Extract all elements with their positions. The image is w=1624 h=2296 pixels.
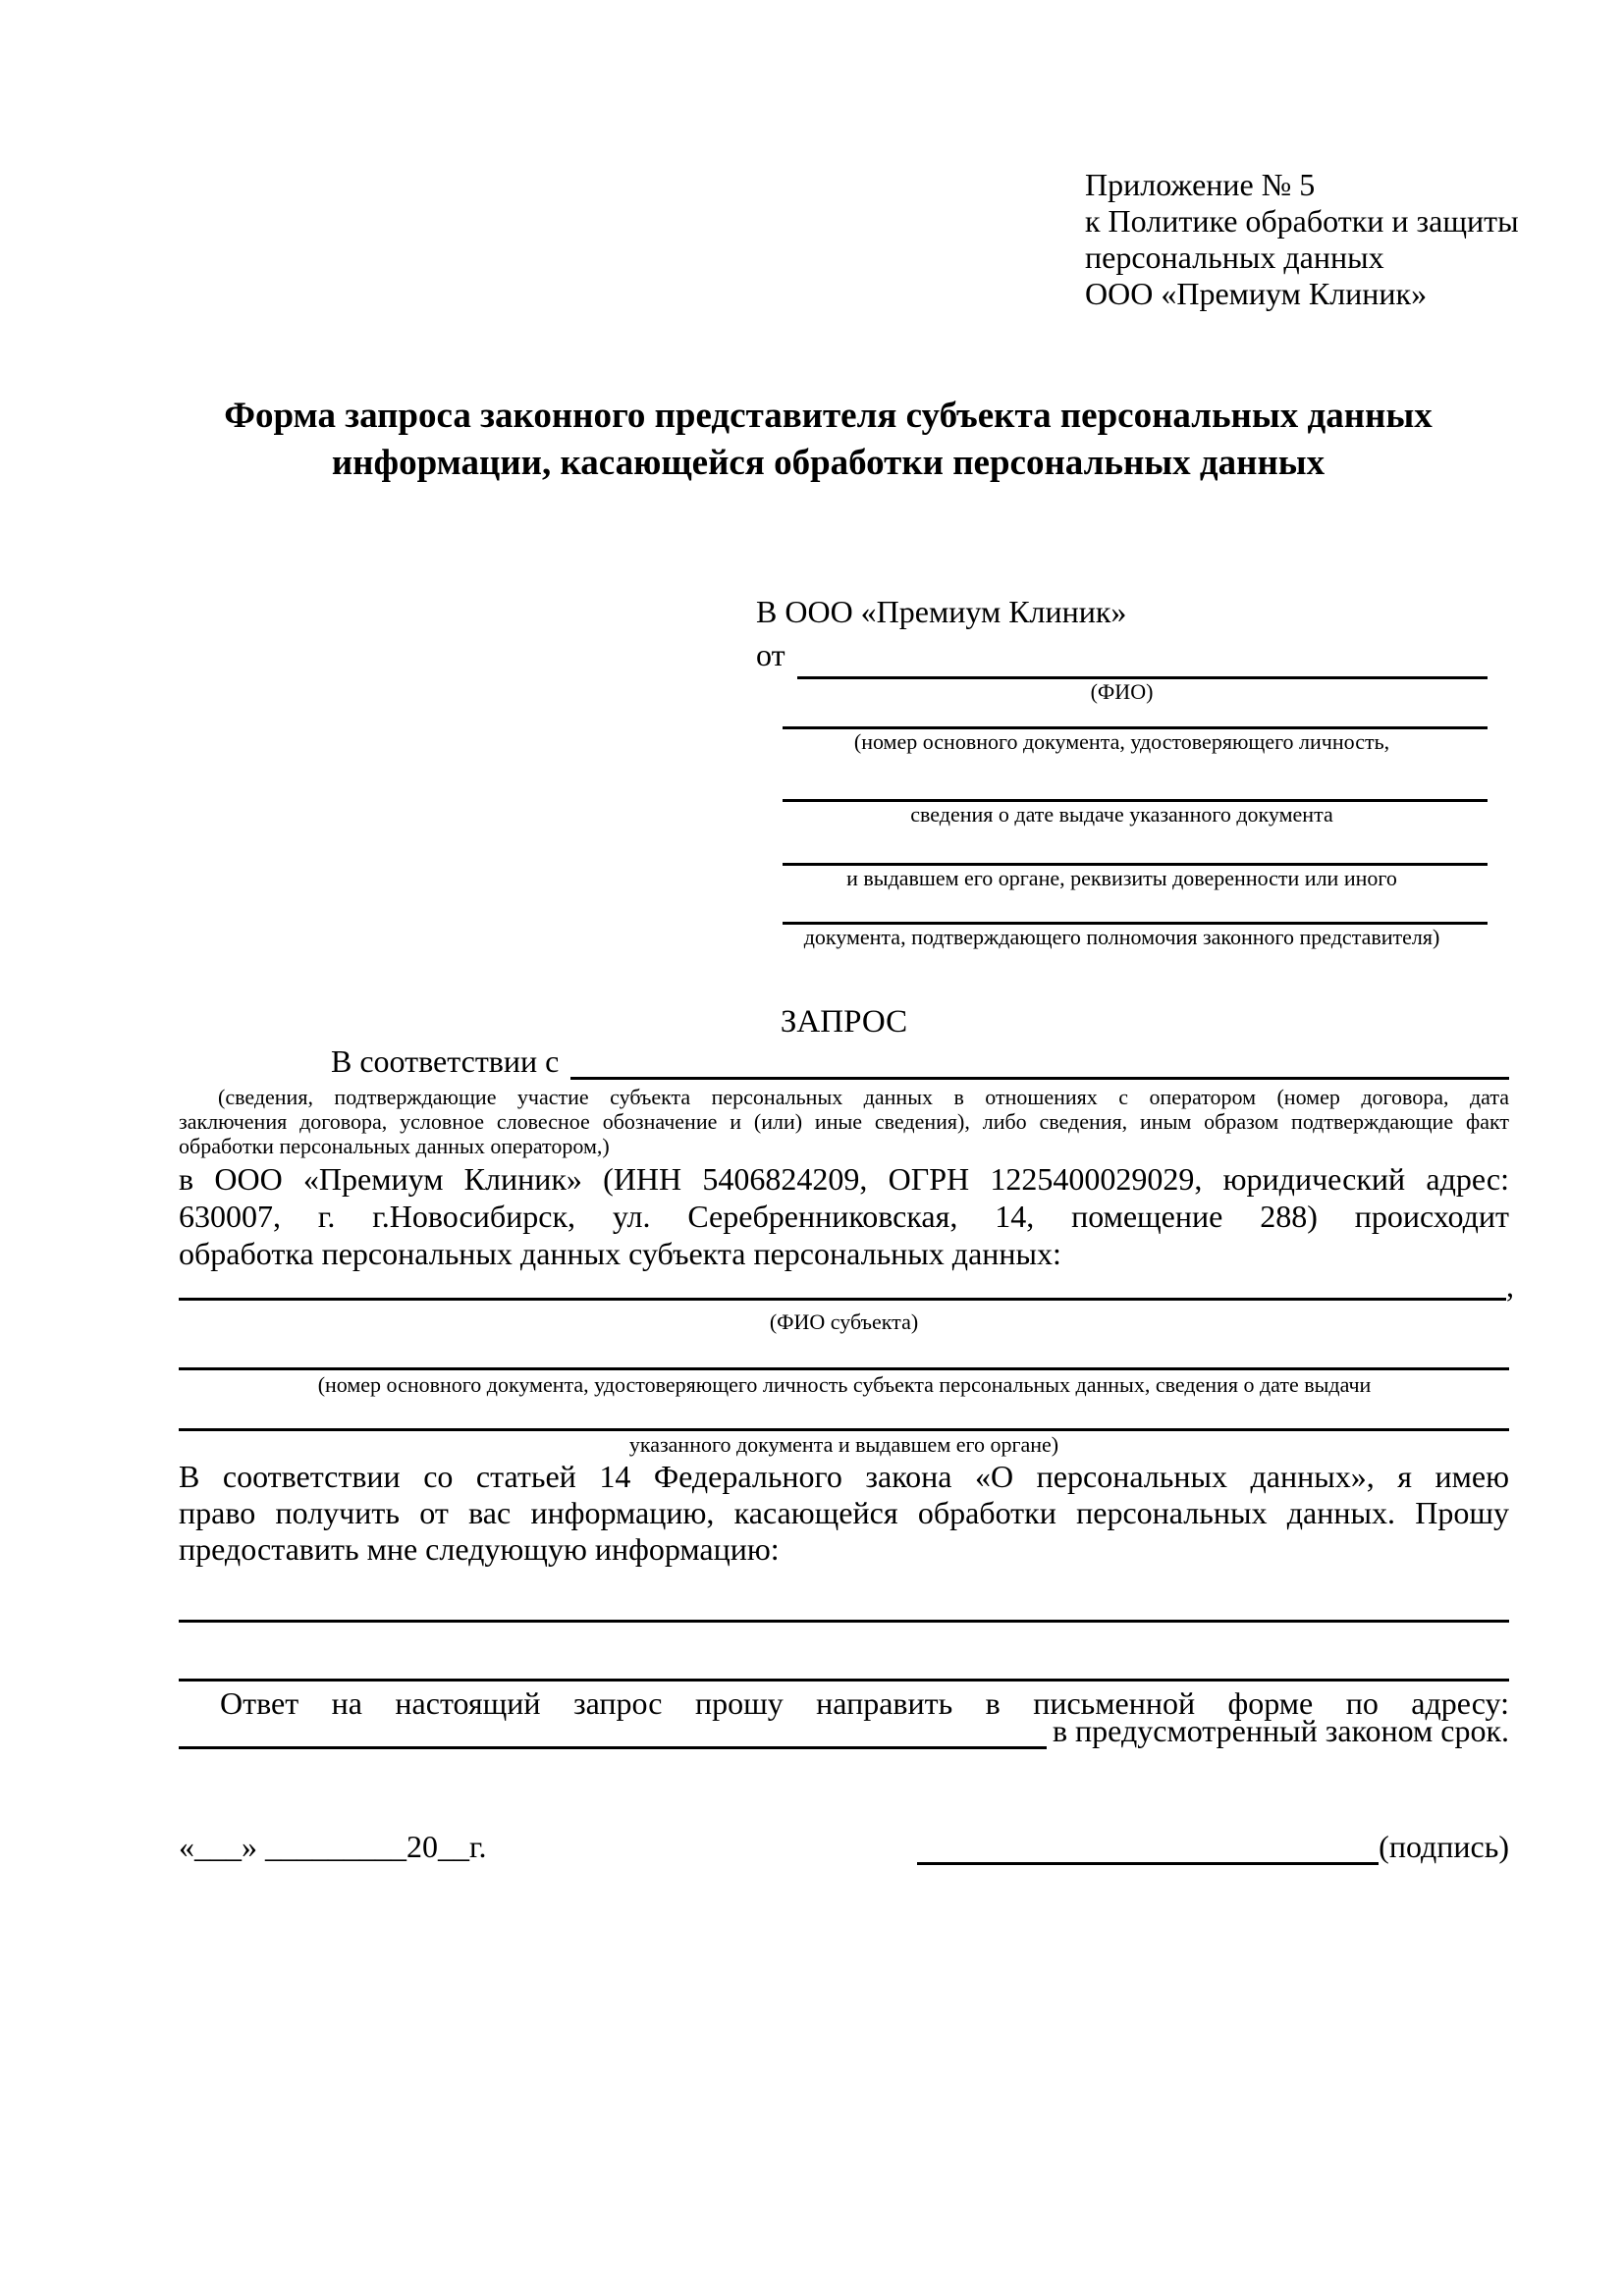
form-title-line: Форма запроса законного представителя субъекта персональных данных xyxy=(224,396,1433,436)
from-blank-line xyxy=(797,639,1488,679)
subject-doc-blank-line xyxy=(179,1428,1509,1431)
from-row xyxy=(756,636,1488,679)
form-title xyxy=(147,393,1509,487)
intro-blank-line xyxy=(570,1043,1509,1080)
appendix-line: персональных данных xyxy=(1085,240,1384,275)
law-paragraph xyxy=(179,1459,1509,1568)
law-paragraph-line: В соответствии со статьей 14 Федерального закона «О персональных данных», я имею xyxy=(179,1459,1509,1494)
representative-doc-caption: документа, подтверждающего полномочия законного представителя) xyxy=(803,925,1440,949)
information-blank-line xyxy=(179,1679,1509,1682)
intro-prefix: В соответствии с xyxy=(331,1043,560,1079)
from-label: от xyxy=(756,637,785,672)
law-paragraph-line: право получить от вас информацию, касающейся обработки персональных данных. Прошу xyxy=(179,1495,1509,1530)
representative-doc-caption: (номер основного документа, удостоверяющего личность, xyxy=(853,729,1390,754)
reply-address-row xyxy=(179,1712,1509,1749)
reply-suffix: в предусмотренный законом срок. xyxy=(1052,1713,1509,1748)
date-blank: «___» _________20__г. xyxy=(179,1829,487,1864)
signature-caption: (подпись) xyxy=(1379,1829,1509,1864)
intro-caption-line: (сведения, подтверждающие участие субъекта персональных данных в отношениях с оператором (номер договора, дата xyxy=(218,1085,1509,1109)
signature-blank-line xyxy=(917,1833,1379,1865)
appendix-line: ООО «Премиум Клиник» xyxy=(1085,276,1428,311)
signature-row xyxy=(179,1828,1509,1865)
subject-doc-blank-line xyxy=(179,1367,1509,1370)
addressee-organization: В ООО «Премиум Клиник» xyxy=(756,594,1127,629)
intro-caption-line: заключения договора, условное словесное обозначение и (или) иные сведения), либо сведения, иным образом подтверждающие факт xyxy=(179,1109,1509,1134)
appendix-line: к Политике обработки и защиты xyxy=(1085,203,1519,239)
intro-row xyxy=(179,1042,1509,1080)
operator-paragraph xyxy=(179,1160,1509,1272)
subject-doc-caption: (номер основного документа, удостоверяющего личность субъекта персональных данных, сведения о дате выдачи xyxy=(317,1372,1372,1397)
appendix-block xyxy=(1085,167,1537,312)
subject-fio-caption: (ФИО субъекта) xyxy=(769,1309,919,1334)
subject-doc-caption: указанного документа и выдавшем его органе) xyxy=(628,1432,1059,1457)
form-title-line: информации, касающейся обработки персональных данных xyxy=(331,443,1326,483)
subject-fio-row xyxy=(179,1268,1514,1304)
signature-group xyxy=(917,1828,1509,1865)
operator-paragraph-line: обработка персональных данных субъекта персональных данных: xyxy=(179,1236,1061,1271)
representative-doc-caption: сведения о дате выдаче указанного документа xyxy=(910,802,1333,827)
addressee-block xyxy=(756,593,1488,950)
fio-caption: (ФИО) xyxy=(1090,679,1154,704)
representative-doc-caption: и выдавшем его органе, реквизиты доверенности или иного xyxy=(846,866,1397,890)
operator-paragraph-line: 630007, г. г.Новосибирск, ул. Серебренниковская, 14, помещение 288) происходит xyxy=(179,1199,1509,1234)
subject-comma: , xyxy=(1506,1268,1514,1304)
reply-address-blank-line xyxy=(179,1713,1047,1749)
subject-fio-blank-line xyxy=(179,1272,1506,1301)
reply-paragraph: Ответ на настоящий запрос прошу направить в письменной форме по адресу: xyxy=(220,1685,1509,1721)
law-paragraph-line: предоставить мне следующую информацию: xyxy=(179,1531,780,1567)
intro-caption-line: обработки персональных данных оператором,) xyxy=(179,1134,610,1158)
operator-paragraph-line: в ООО «Премиум Клиник» (ИНН 5406824209, ОГРН 1225400029029, юридический адрес: xyxy=(179,1161,1509,1197)
information-blank-line xyxy=(179,1620,1509,1623)
appendix-line: Приложение № 5 xyxy=(1085,167,1316,202)
request-heading: ЗАПРОС xyxy=(780,1004,908,1040)
intro-caption xyxy=(179,1085,1509,1158)
